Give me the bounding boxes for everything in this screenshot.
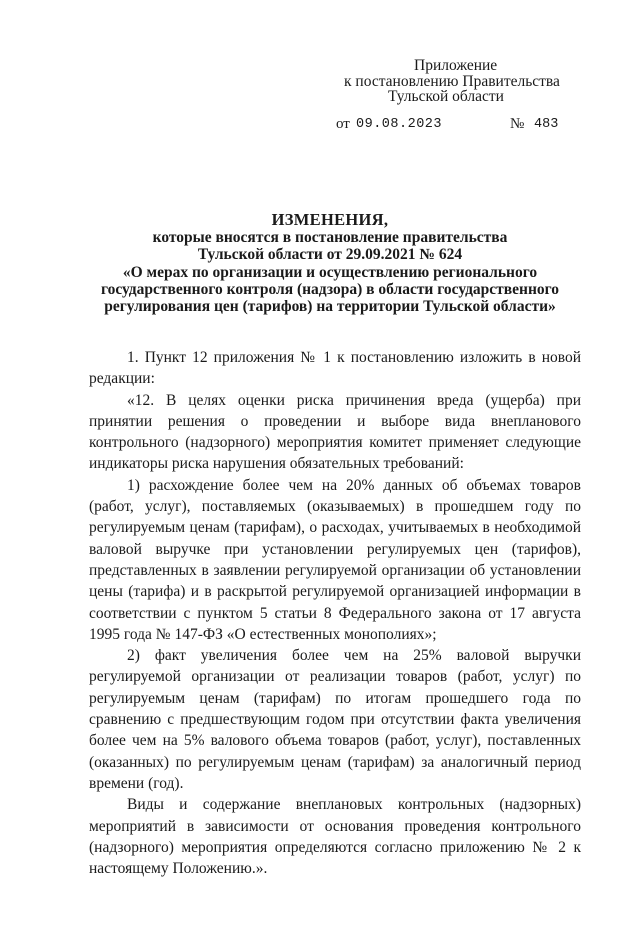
paragraph-3: 1) расхождение более чем на 20% данных об объемах товаров (работ, услуг), поставляемых (оказываемых) в прошедшем году по регулируемым ценам (тарифам), о расходах, учитываемых в необходимой валовой выручке при установлении регулируемых цен (тарифов), представленных в заявлении регулируемой организации об установлении цены (тарифа) и в раскрытой регулируемой организацией информации в соответствии с пунктом 5 статьи 8 Федерального закона от 17 августа 1995 года № 147-ФЗ «О естественных монополиях»; <box>89 476 581 643</box>
paragraph-4: 2) факт увеличения более чем на 25% валовой выручки регулируемой организации от реализации товаров (работ, услуг) по регулируемым ценам (тарифам) по итогам прошедшего года по сравнению с предшествующим годом при отсутствии факта увеличения более чем на 5% валового объема товаров (работ, услуг), поставленных (оказанных) по регулируемым ценам (тарифам) за аналогичный период времени (год). <box>89 647 581 792</box>
document-body <box>89 347 581 879</box>
title-line-4: государственного контроля (надзора) в области государственного <box>100 280 560 298</box>
number-label: № <box>510 116 525 132</box>
paragraph-2: «12. В целях оценки риска причинения вреда (ущерба) при принятии решения о проведении и выборе вида внепланового контрольного (надзорного) мероприятия комитет применяет следующие индикаторы риска нарушения обязательных требований: <box>89 391 581 473</box>
document-title <box>80 211 580 315</box>
title-heading: ИЗМЕНЕНИЯ, <box>271 210 389 229</box>
title-line-5: регулирования цен (тарифов) на территории Тульской области» <box>104 298 556 316</box>
appendix-title: Приложение <box>414 57 498 74</box>
appendix-region: Тульской области <box>388 88 504 105</box>
title-line-1: которые вносятся в постановление правительства <box>152 229 508 247</box>
appendix-reference: к постановлению Правительства <box>344 72 560 90</box>
document-number: 483 <box>534 117 559 132</box>
date-label: от <box>336 116 350 132</box>
title-line-2: Тульской области от 29.09.2021 № 624 <box>197 246 463 264</box>
appendix-header <box>330 58 600 105</box>
paragraph-1: 1. Пункт 12 приложения № 1 к постановлению изложить в новой редакции: <box>89 349 581 388</box>
document-date: 09.08.2023 <box>356 117 443 132</box>
title-line-3: «О мерах по организации и осуществлению регионального <box>122 263 538 281</box>
paragraph-5: Виды и содержание внеплановых контрольных (надзорных) мероприятий в зависимости от основания проведения контрольного (надзорного) мероприятия определяются согласно приложению № 2 к настоящему Положению.». <box>89 796 581 878</box>
